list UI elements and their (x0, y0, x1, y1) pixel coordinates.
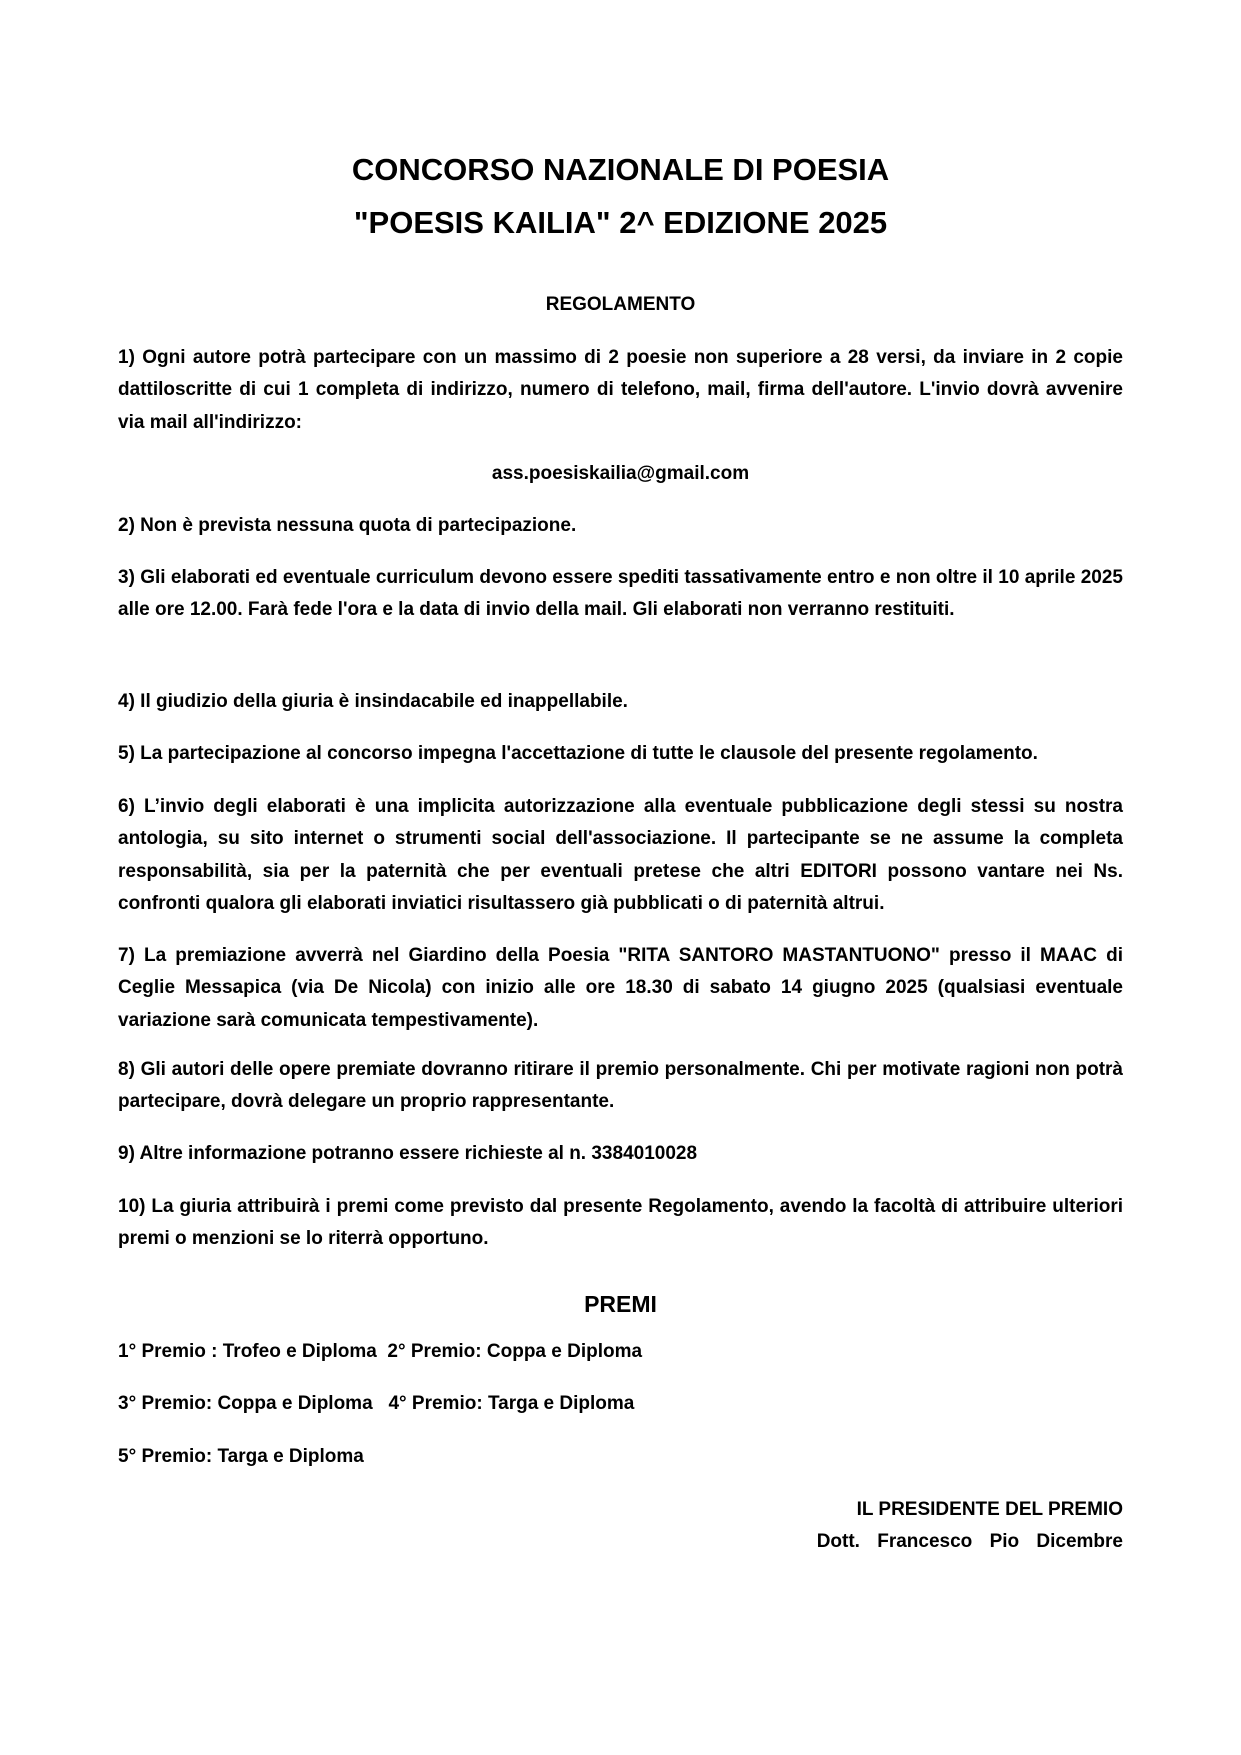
document-title-line-1: CONCORSO NAZIONALE DI POESIA (351, 152, 890, 187)
rule-5: 5) La partecipazione al concorso impegna l'accettazione di tutte le clausole del presente regolamento. (118, 743, 1038, 764)
signature-title: IL PRESIDENTE DEL PREMIO (856, 1499, 1123, 1520)
section-heading-regolamento: REGOLAMENTO (545, 294, 696, 315)
rule-4: 4) Il giudizio della giuria è insindacabile ed inappellabile. (118, 691, 628, 712)
rule-6: 6) L’invio degli elaborati è una implicita autorizzazione alla eventuale pubblicazione degli stessi su nostra antologia, su sito internet o strumenti social dell'associazione. Il partecipante se ne assume la completa responsabilità, sia per la paternità che per eventuali pretese che altri EDITORI possono vantare nei Ns. confronti qualora gli elaborati inviatici risultassero già pubblicati o di paternità altrui. (118, 796, 1123, 915)
prizes-heading: PREMI (584, 1291, 657, 1317)
contact-email: ass.poesiskailia@gmail.com (491, 463, 750, 484)
rule-10: 10) La giuria attribuirà i premi come previsto dal presente Regolamento, avendo la facoltà di attribuire ulteriori premi o menzioni se lo riterrà opportuno. (118, 1196, 1123, 1250)
prize-line: 5° Premio: Targa e Diploma (118, 1446, 364, 1467)
rule-1: 1) Ogni autore potrà partecipare con un massimo di 2 poesie non superiore a 28 versi, da inviare in 2 copie dattiloscritte di cui 1 completa di indirizzo, numero di telefono, mail, firma dell'autore. L'invio dovrà avvenire via mail all'indirizzo: (118, 347, 1123, 433)
signature-name: Dott. Francesco Pio Dicembre (816, 1531, 1123, 1552)
rule-9: 9) Altre informazione potranno essere richieste al n. 3384010028 (118, 1143, 698, 1164)
prize-line: 3° Premio: Coppa e Diploma 4° Premio: Targa e Diploma (118, 1393, 635, 1414)
rule-7: 7) La premiazione avverrà nel Giardino della Poesia "RITA SANTORO MASTANTUONO" presso il MAAC di Ceglie Messapica (via De Nicola) con inizio alle ore 18.30 di sabato 14 giugno 2025 (qualsiasi eventuale variazione sarà comunicata tempestivamente). (118, 945, 1123, 1031)
rule-8: 8) Gli autori delle opere premiate dovranno ritirare il premio personalmente. Chi per motivate ragioni non potrà partecipare, dovrà delegare un proprio rappresentante. (118, 1059, 1123, 1113)
rule-2: 2) Non è prevista nessuna quota di partecipazione. (118, 515, 577, 536)
document-title-line-2: "POESIS KAILIA" 2^ EDIZIONE 2025 (353, 205, 888, 240)
rule-3: 3) Gli elaborati ed eventuale curriculum devono essere spediti tassativamente entro e non oltre il 10 aprile 2025 alle ore 12.00. Farà fede l'ora e la data di invio della mail. Gli elaborati non verranno restituiti. (118, 567, 1123, 621)
document-page (118, 0, 1123, 1755)
prize-line: 1° Premio : Trofeo e Diploma 2° Premio: Coppa e Diploma (118, 1341, 643, 1362)
